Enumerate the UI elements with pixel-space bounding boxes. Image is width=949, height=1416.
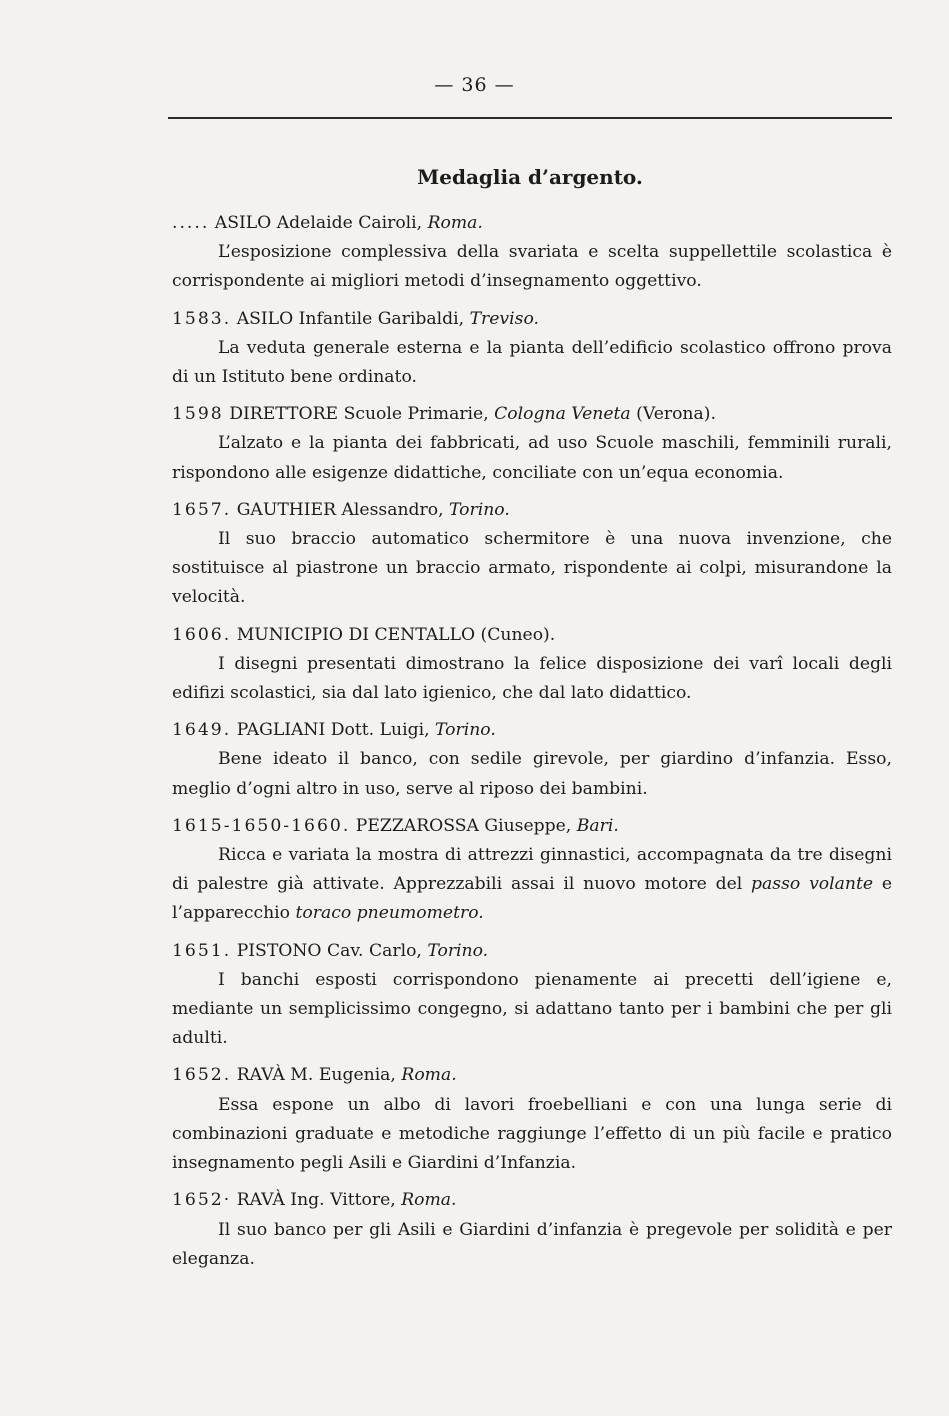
description-fragment: passo volante bbox=[751, 874, 874, 895]
entry bbox=[172, 1186, 892, 1274]
description-fragment: toraco pneumometro. bbox=[295, 903, 484, 924]
entry bbox=[172, 400, 892, 488]
entry-name: ASILO Adelaide Cairoli, bbox=[214, 213, 423, 233]
entry bbox=[172, 716, 892, 804]
entry-number: 1583. bbox=[172, 308, 232, 329]
entry-number: ..... bbox=[172, 213, 210, 233]
entry-name: PEZZAROSSA Giuseppe, bbox=[355, 815, 572, 836]
entry-number: 1652. bbox=[172, 1065, 232, 1086]
entry-place: Torino. bbox=[435, 720, 496, 741]
entry-number: 1652· bbox=[172, 1190, 232, 1211]
entry bbox=[172, 305, 892, 393]
entry-description: Il suo braccio automatico schermitore è una nuova invenzione, che sostituisce al piastrone un braccio armato, rispondente ai colpi, misurandone la velocità. bbox=[172, 529, 892, 608]
entry-place-suffix: (Verona). bbox=[636, 404, 716, 425]
entry-name: ASILO Infantile Garibaldi, bbox=[236, 308, 465, 329]
page-number: — 36 — bbox=[434, 74, 515, 96]
entry-place: Roma. bbox=[427, 213, 483, 233]
entries-list bbox=[172, 209, 892, 1282]
entry bbox=[172, 209, 892, 297]
entry-description: Bene ideato il banco, con sedile girevole, per giardino d’infanzia. Esso, meglio d’ogni altro in uso, serve al riposo dei bambini. bbox=[172, 749, 892, 799]
entry-place: Treviso. bbox=[469, 308, 539, 329]
entry-number: 1615-1650-1660. bbox=[172, 815, 351, 836]
entry-number: 1606. bbox=[172, 624, 232, 645]
entry-place: Torino. bbox=[427, 940, 489, 961]
entry-name: PISTONO Cav. Carlo, bbox=[236, 940, 422, 961]
entry-heading bbox=[172, 1186, 892, 1215]
entry-place: Roma. bbox=[401, 1065, 457, 1086]
entry-number: 1657. bbox=[172, 499, 232, 520]
entry-number: 1598 bbox=[172, 404, 224, 425]
entry-description: La veduta generale esterna e la pianta dell’edificio scolastico offrono prova di un Istituto bene ordinato. bbox=[172, 337, 892, 388]
entry-heading bbox=[172, 621, 892, 650]
entry-place: Cologna Veneta bbox=[494, 404, 631, 425]
entry-heading bbox=[172, 1061, 892, 1090]
entry-heading bbox=[172, 716, 892, 745]
entry-description: L’esposizione complessiva della svariata e scelta suppellettile scolastica è corrispondente ai migliori metodi d’insegnamento oggettivo. bbox=[172, 242, 892, 292]
entry-heading bbox=[172, 400, 892, 429]
entry-place: Bari. bbox=[576, 815, 619, 836]
entry-number: 1651. bbox=[172, 940, 232, 961]
entry-description: Il suo banco per gli Asili e Giardini d’infanzia è pregevole per solidità e per eleganza. bbox=[172, 1219, 892, 1269]
description-fragment: Ricca e variata la mostra di attrezzi ginnastici, accompagnata da tre disegni di palestre già attivate. Apprezzabili assai il nuovo motore del bbox=[172, 845, 892, 895]
description-fragment: e l’apparecchio bbox=[172, 874, 892, 924]
entry-description bbox=[172, 841, 892, 929]
entry-heading bbox=[172, 937, 892, 966]
entry-name: MUNICIPIO DI CENTALLO (Cuneo). bbox=[236, 624, 556, 645]
entry-description: I disegni presentati dimostrano la felice disposizione dei varî locali degli edifizi scolastici, sia dal lato igienico, che dal lato didattico. bbox=[172, 653, 892, 704]
entry-description: I banchi esposti corrispondono pienamente ai precetti dell’igiene e, mediante un semplicissimo congegno, si adattano tanto per i bambini che per gli adulti. bbox=[172, 969, 892, 1049]
entry-place: Roma. bbox=[401, 1190, 457, 1211]
section-title: Medaglia d’argento. bbox=[417, 165, 643, 189]
entry bbox=[172, 812, 892, 929]
entry bbox=[172, 1061, 892, 1178]
entry-name: GAUTHIER Alessandro, bbox=[236, 499, 444, 520]
entry bbox=[172, 496, 892, 613]
entry-name: DIRETTORE Scuole Primarie, bbox=[229, 404, 489, 425]
entry-name: PAGLIANI Dott. Luigi, bbox=[236, 720, 430, 741]
entry bbox=[172, 937, 892, 1054]
entry-place: Torino. bbox=[449, 499, 510, 520]
entry-name: RAVÀ Ing. Vittore, bbox=[236, 1190, 396, 1211]
entry-heading bbox=[172, 209, 892, 238]
entry-description: L’alzato e la pianta dei fabbricati, ad uso Scuole maschili, femminili rurali, rispondono alle esigenze didattiche, conciliate con un’equa economia. bbox=[172, 433, 892, 483]
entry-name: RAVÀ M. Eugenia, bbox=[236, 1065, 396, 1086]
entry-number: 1649. bbox=[172, 720, 232, 741]
header-rule bbox=[168, 117, 892, 119]
entry-heading bbox=[172, 496, 892, 525]
entry-description: Essa espone un albo di lavori froebelliani e con una lunga serie di combinazioni graduate e metodiche raggiunge l’effetto di un più facile e pratico insegnamento pegli Asili e Giardini d’Infanzia. bbox=[172, 1094, 892, 1174]
entry-heading bbox=[172, 812, 892, 841]
entry-heading bbox=[172, 305, 892, 334]
entry bbox=[172, 621, 892, 709]
